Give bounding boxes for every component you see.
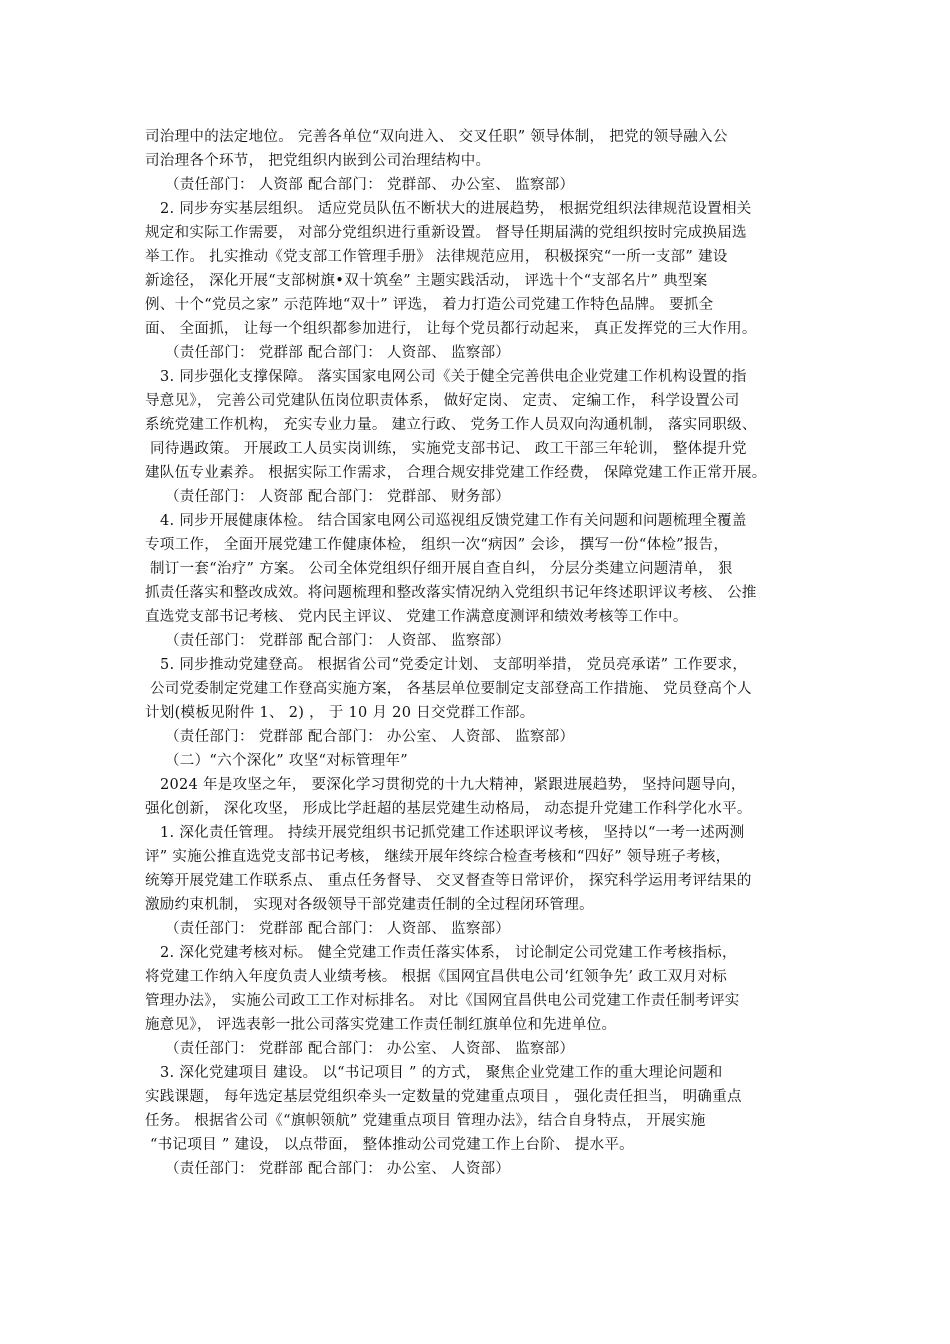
text-line: 评” 实施公推直选党支部书记考核， 继续开展年终综合检查考核和“四好” 领导班子考核， [145,849,731,865]
text-line: 公司党委制定党建工作登高实施方案， 各基层单位要制定支部登高工作措施、 党员登高个人 [150,681,752,697]
text-line: 同待遇政策。 开展政工人员实岗训练， 实施党支部书记、 政工干部三年轮训， 整体提升党 [150,441,747,457]
section-item-heading: 2. 同步夯实基层组织。 适应党员队伍不断状大的进展趋势， 根据党组织法律规范设置相关 [160,201,752,217]
text-line: 司治理各个环节， 把党组织内嵌到公司治理结构中。 [145,153,491,169]
responsibility-line: （责任部门： 人资部 配合部门： 党群部、 办公室、 监察部） [165,177,575,193]
text-line: 管理办法》， 实施公司政工工作对标排名。 对比《国网宜昌供电公司党建工作责任制考评实 [145,993,740,1009]
text-line: 实践课题， 每年选定基层党组织牵头一定数量的党建重点项目 ， 强化责任担当， 明确重点 [145,1089,742,1105]
text-line: “书记项目 ” 建设， 以点带面， 整体推动公司党建工作上台阶、 提水平。 [150,1137,634,1153]
text-line: 建队伍专业素养。 根据实际工作需求， 合理合规安排党建工作经费， 保障党建工作正常开展。 [145,465,767,481]
text-line: 强化创新， 深化攻坚， 形成比学赶超的基层党建生动格局， 动态提升党建工作科学化水平。 [145,801,752,817]
text-line: 新途径， 深化开展“支部树旗•双十筑垒” 主题实践活动， 评选十个“支部名片” 典型案 [145,273,708,289]
text-line: 司治理中的法定地位。 完善各单位“双向进入、 交叉任职” 领导体制， 把党的领导融入公 [145,129,728,145]
section-item-heading: 5. 同步推动党建登高。 根据省公司“党委定计划、 支部明举措， 党员亮承诺” 工作要求， [160,657,748,673]
text-line: 规定和实际工作需要， 对部分党组织进行重新设置。 督导任期届满的党组织按时完成换届选 [145,225,747,241]
text-line: 任务。 根据省公司《“旗帜领航” 党建重点项目 管理办法》，结合自身特点， 开展实施 [145,1113,706,1129]
text-line: 激励约束机制， 实现对各级领导干部党建责任制的全过程闭环管理。 [145,897,594,913]
responsibility-line: （责任部门： 党群部 配合部门： 办公室、 人资部） [165,1161,511,1177]
text-line: 计划(模板见附件 1、 2) ， 于 10 月 20 日交党群工作部。 [145,705,535,721]
text-line: 面、 全面抓， 让每一个组织都参加进行， 让每个党员都行动起来， 真正发挥党的三大作用。 [145,321,757,337]
text-line: 统筹开展党建工作联系点、 重点任务督导、 交叉督查等日常评价， 探究科学运用考评结果的 [145,873,752,889]
text-line: 直选党支部书记考核、 党内民主评议、 党建工作满意度测评和绩效考核等工作中。 [145,609,688,625]
responsibility-line: （责任部门： 党群部 配合部门： 办公室、 人资部、 监察部） [165,1041,575,1057]
responsibility-line: （责任部门： 党群部 配合部门： 人资部、 监察部） [165,345,511,361]
responsibility-line: （责任部门： 党群部 配合部门： 人资部、 监察部） [165,633,511,649]
text-line: 抓责任落实和整改成效。将问题梳理和整改落实情况纳入党组织书记年终述职评议考核、 公推 [145,585,757,601]
text-line: 施意见》， 评选表彰一批公司落实党建工作责任制红旗单位和先进单位。 [145,1017,617,1033]
text-line: 制订一套“治疗” 方案。 公司全体党组织仔细开展自查自纠， 分层分类建立问题清单， 狠 [150,561,733,577]
text-line: 系统党建工作机构， 充实专业力量。 建立行政、 党务工作人员双向沟通机制， 落实同职级、 [145,417,757,433]
section-item-heading: 3. 深化党建项目 建设。 以“书记项目 ” 的方式， 聚焦企业党建工作的重大理论问题和 [160,1065,723,1081]
section-item-heading: 3. 同步强化支撑保障。 落实国家电网公司《关于健全完善供电企业党建工作机构设置的指 [160,369,747,385]
text-line: 例、十个“党员之家” 示范阵地“双十” 评选， 着力打造公司党建工作特色品牌。 要抓全 [145,297,714,313]
text-line: 将党建工作纳入年度负责人业绩考核。 根据《国网宜昌供电公司‘红领争先’ 政工双月对标 [145,969,728,985]
responsibility-line: （责任部门： 党群部 配合部门： 人资部、 监察部） [165,921,511,937]
text-line: 2024 年是攻坚之年， 要深化学习贯彻党的十九大精神，紧跟进展趋势， 坚持问题导向， [160,777,746,793]
section-item-heading: 1. 深化责任管理。 持续开展党组织书记抓党建工作述职评议考核， 坚持以“一考一述两测 [160,825,745,841]
section-item-heading: 4. 同步开展健康体检。 结合国家电网公司巡视组反馈党建工作有关问题和问题梳理全覆盖 [160,513,747,529]
text-line: 专项工作， 全面开展党建工作健康体检， 组织一次“病因” 会诊， 撰写一份“体检”报告， [145,537,729,553]
responsibility-line: （责任部门： 人资部 配合部门： 党群部、 财务部） [165,489,511,505]
text-line: 举工作。 扎实推动《党支部工作管理手册》 法律规范应用， 积极探究“一所一支部” 建设 [145,249,728,265]
section-heading: （二）“六个深化” 攻坚“对标管理年” [165,753,408,769]
section-item-heading: 2. 深化党建考核对标。 健全党建工作责任落实体系， 讨论制定公司党建工作考核指标， [160,945,737,961]
text-line: 导意见》， 完善公司党建队伍岗位职责体系， 做好定岗、 定责、 定编工作， 科学设置公司 [145,393,740,409]
responsibility-line: （责任部门： 党群部 配合部门： 办公室、 人资部、 监察部） [165,729,575,745]
